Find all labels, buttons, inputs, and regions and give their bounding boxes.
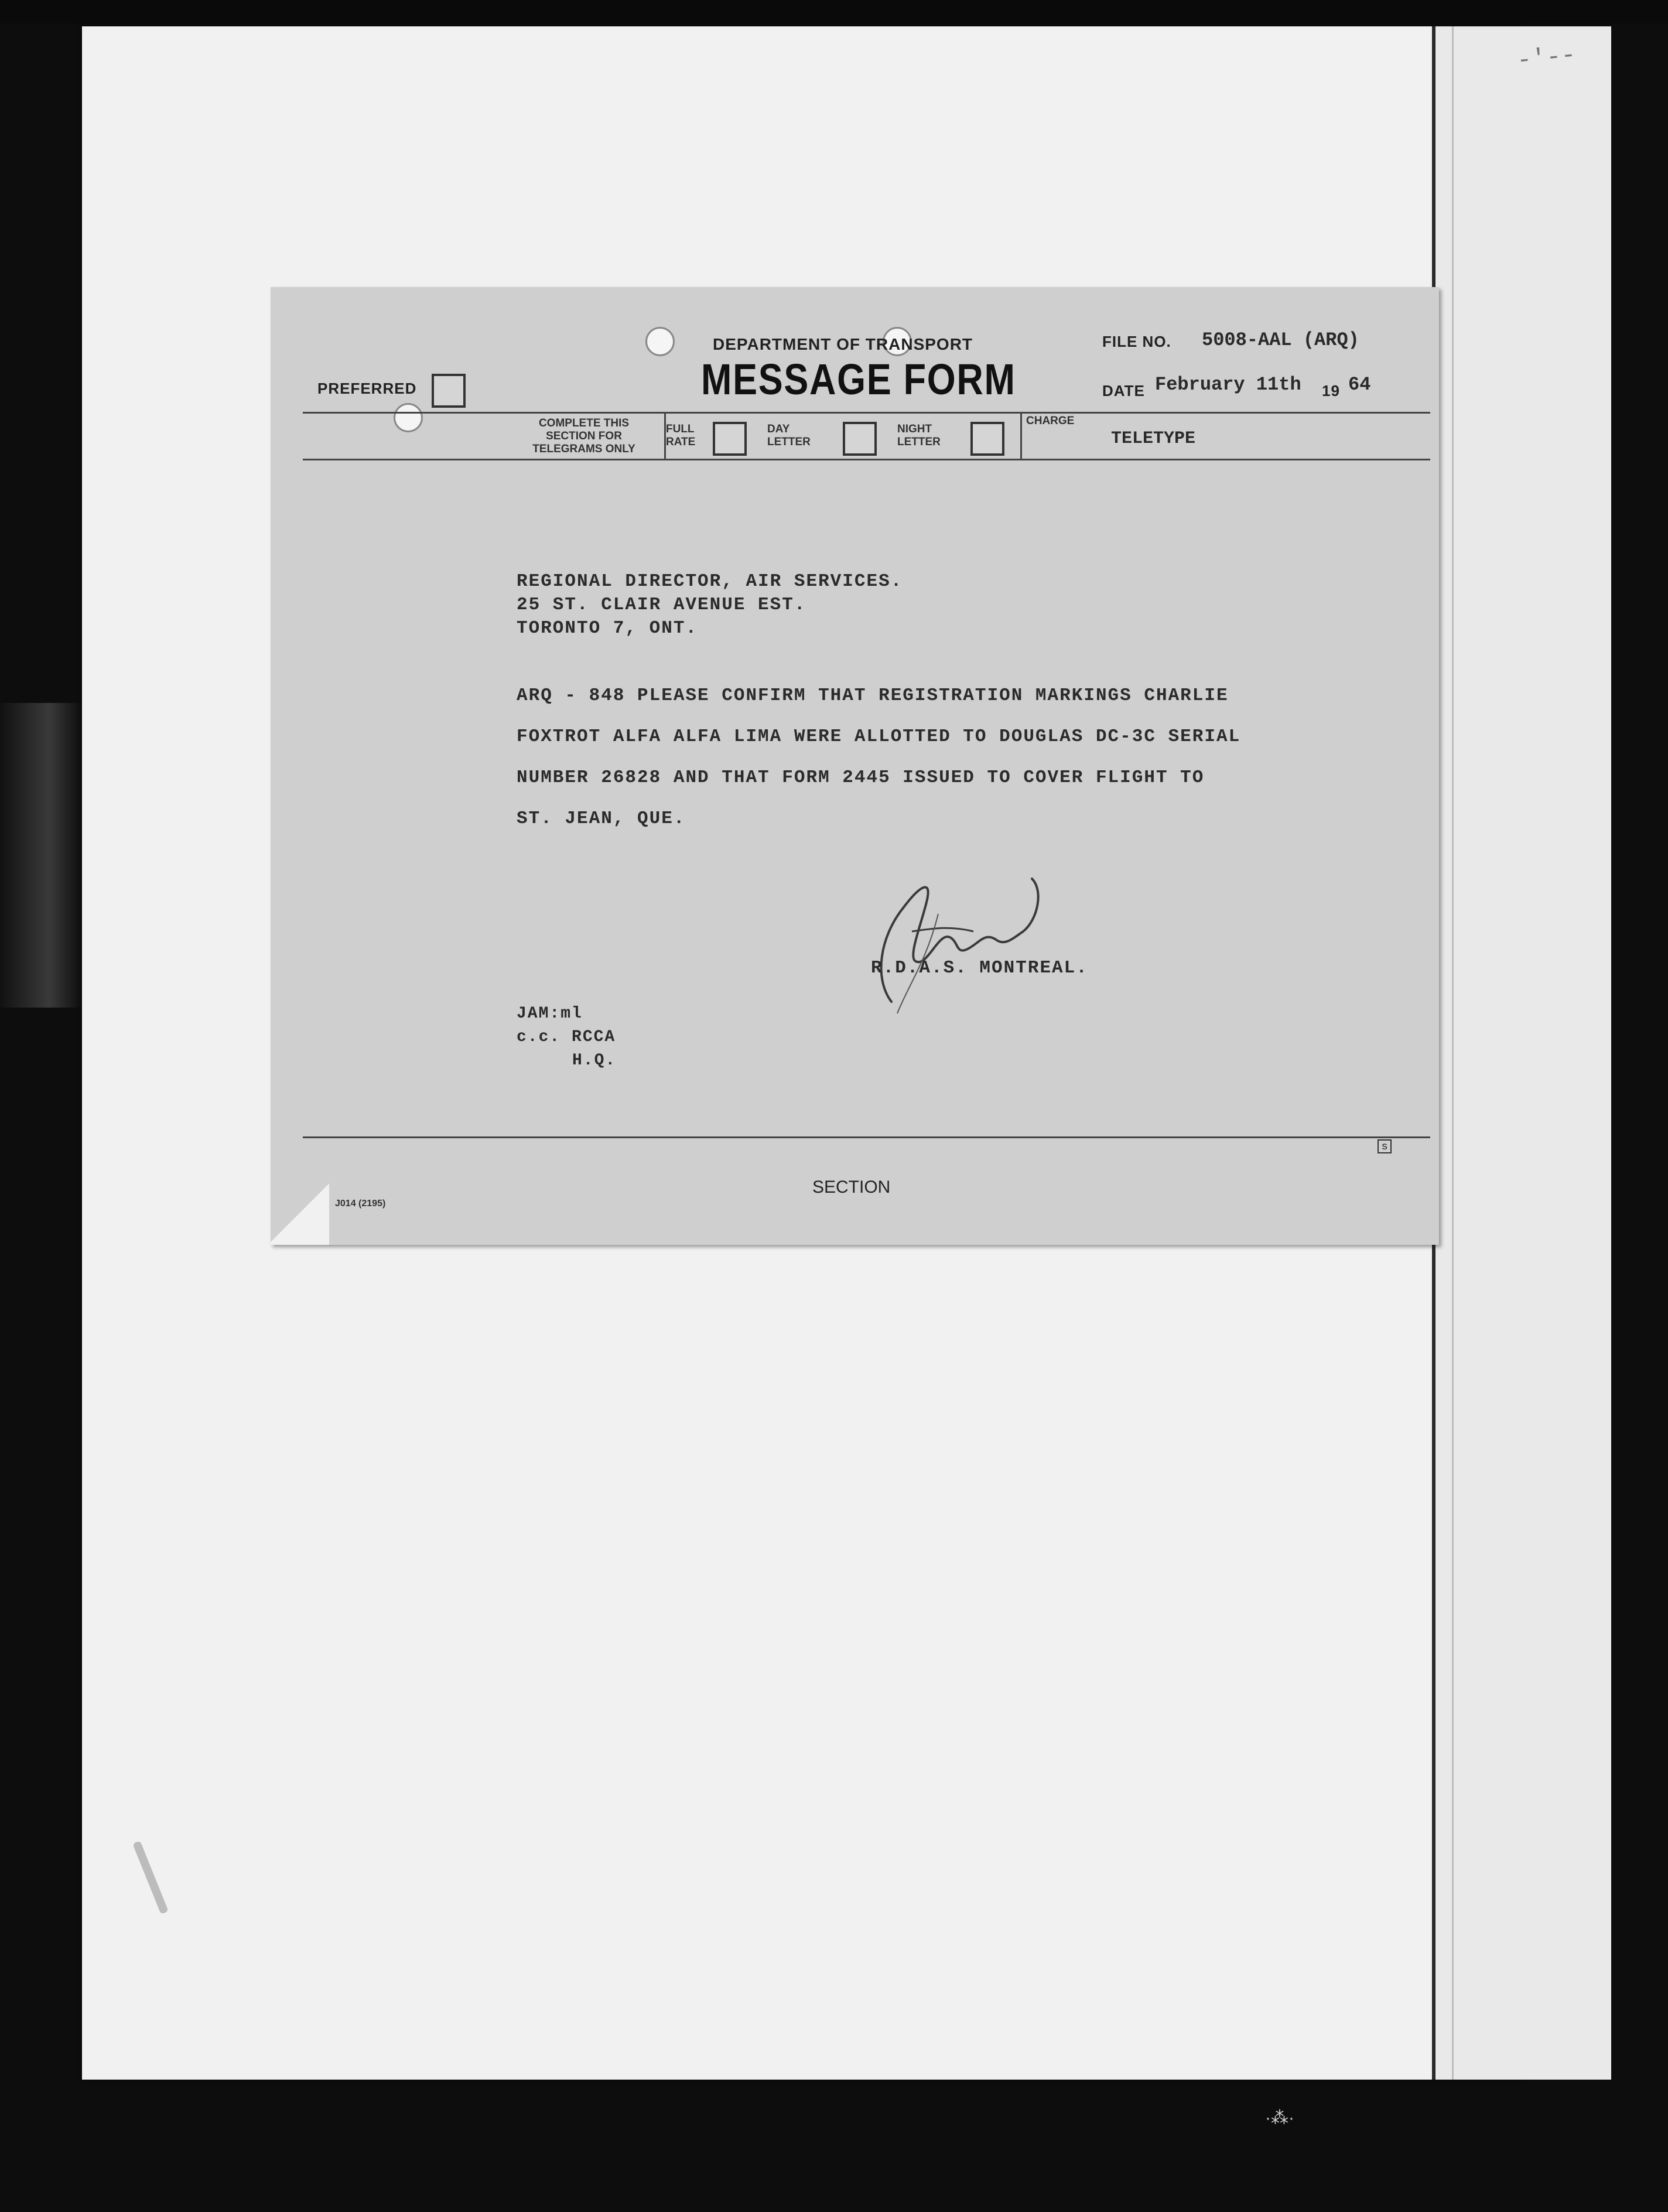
year-prefix: 19 xyxy=(1322,382,1340,400)
full-rate-checkbox xyxy=(713,422,747,456)
address-line: TORONTO 7, ONT. xyxy=(517,618,698,639)
scan-mark: -'-- xyxy=(1515,40,1578,76)
message-form xyxy=(271,287,1439,1245)
date-label: DATE xyxy=(1102,382,1145,400)
punch-hole xyxy=(394,403,423,432)
punch-hole xyxy=(645,327,675,356)
paper-sheet-edge xyxy=(1432,26,1611,2080)
carbon-copy: c.c. RCCA xyxy=(517,1028,616,1046)
form-number: J014 (2195) xyxy=(335,1199,386,1209)
file-no-label: FILE NO. xyxy=(1102,333,1171,350)
scan-frame-top xyxy=(0,0,1668,23)
charge-value: TELETYPE xyxy=(1111,429,1196,449)
handwritten-signature xyxy=(856,844,1044,1031)
date-value: February 11th xyxy=(1155,374,1301,395)
carbon-copy-hq: H.Q. xyxy=(572,1052,617,1070)
form-title: MESSAGE FORM xyxy=(701,355,1016,404)
folded-corner xyxy=(271,1180,329,1245)
message-line: ST. JEAN, QUE. xyxy=(517,808,686,829)
scan-mark: ·⁂· xyxy=(1265,2108,1294,2128)
scan-edge-shadow xyxy=(0,703,82,1008)
night-letter-label: NIGHT LETTER xyxy=(897,423,941,448)
day-letter-checkbox xyxy=(843,422,877,456)
header-rule xyxy=(303,412,1430,414)
full-rate-label: FULL RATE xyxy=(666,423,696,448)
reference-initials: JAM:ml xyxy=(517,1005,583,1023)
address-line: REGIONAL DIRECTOR, AIR SERVICES. xyxy=(517,571,903,592)
file-no-value: 5008-AAL (ARQ) xyxy=(1202,329,1359,351)
night-letter-checkbox xyxy=(970,422,1004,456)
section-mark: S xyxy=(1378,1139,1392,1153)
sender: R.D.A.S. MONTREAL. xyxy=(871,958,1088,978)
preferred-label: PREFERRED xyxy=(317,380,417,397)
footer-rule xyxy=(303,1136,1430,1138)
message-line: FOXTROT ALFA ALFA LIMA WERE ALLOTTED TO DOUGLAS DC-3C SERIAL xyxy=(517,726,1241,747)
year-suffix: 64 xyxy=(1348,374,1371,395)
message-line: ARQ - 848 PLEASE CONFIRM THAT REGISTRATION MARKINGS CHARLIE xyxy=(517,685,1229,706)
day-letter-label: DAY LETTER xyxy=(767,423,811,448)
charge-label: CHARGE xyxy=(1026,415,1075,427)
address-line: 25 ST. CLAIR AVENUE EST. xyxy=(517,595,806,615)
message-line: NUMBER 26828 AND THAT FORM 2445 ISSUED TO COVER FLIGHT TO xyxy=(517,767,1205,788)
preferred-checkbox xyxy=(432,374,466,408)
header-rule xyxy=(303,459,1430,460)
department-heading: DEPARTMENT OF TRANSPORT xyxy=(713,335,973,353)
section-label: SECTION xyxy=(812,1177,891,1197)
telegram-section-note: COMPLETE THIS SECTION FOR TELEGRAMS ONLY xyxy=(532,417,635,455)
